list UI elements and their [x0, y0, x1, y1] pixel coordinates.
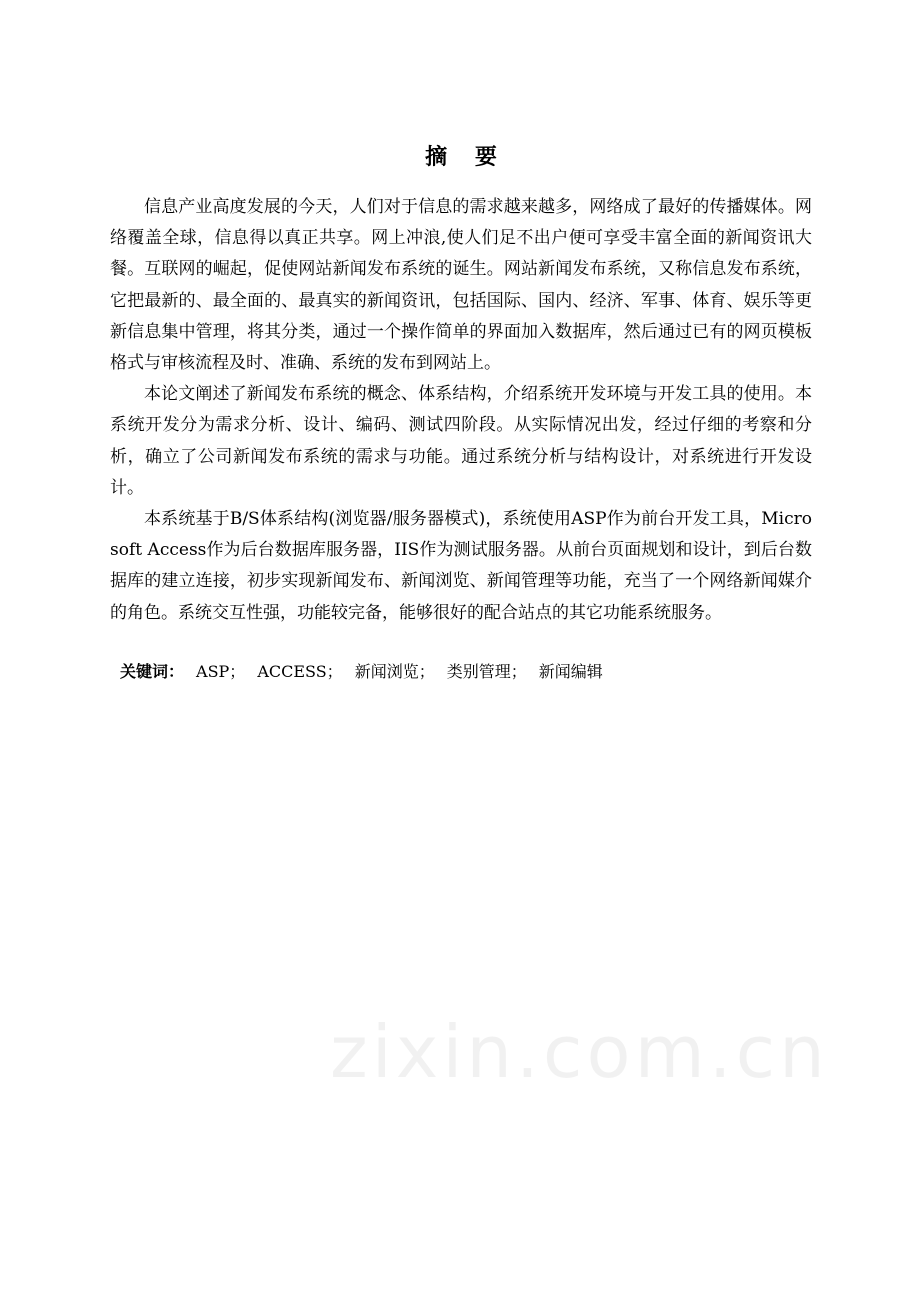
keyword-item: 新闻浏览； [354, 661, 435, 681]
abstract-paragraph-2: 本论文阐述了新闻发布系统的概念、体系结构，介绍系统开发环境与开发工具的使用。本系统开发分为需求分析、设计、编码、测试四阶段。从实际情况出发，经过仔细的考察和分析，确立了公司新闻发布系统的需求与功能。通过系统分析与结构设计，对系统进行开发设计。 [110, 384, 812, 498]
keyword-item: ASP； [196, 661, 246, 681]
abstract-paragraph-1: 信息产业高度发展的今天，人们对于信息的需求越来越多，网络成了最好的传播媒体。网络覆盖全球，信息得以真正共享。网上冲浪,使人们足不出户便可享受丰富全面的新闻资讯大餐。互联网的崛起，促使网站新闻发布系统的诞生。网站新闻发布系统，又称信息发布系统，它把最新的、最全面的、最真实的新闻资讯，包括国际、国内、经济、军事、体育、娱乐等更新信息集中管理，将其分类，通过一个操作简单的界面加入数据库，然后通过已有的网页模板格式与审核流程及时、准确、系统的发布到网站上。 [110, 197, 812, 374]
watermark: zixin.com.cn [330, 1010, 829, 1094]
keyword-item: 新闻编辑 [538, 661, 603, 681]
abstract-paragraph-3: 本系统基于B/S体系结构(浏览器/服务器模式)，系统使用ASP作为前台开发工具，Microsoft Access作为后台数据库服务器，IIS作为测试服务器。从前台页面规划和设计，到后台数据库的建立连接，初步实现新闻发布、新闻浏览、新闻管理等功能，充当了一个网络新闻媒介的角色。系统交互性强，功能较完备，能够很好的配合站点的其它功能系统服务。 [110, 509, 812, 623]
keyword-item: ACCESS； [257, 661, 343, 681]
keywords-label: 关键词： [120, 661, 185, 681]
keywords-line [110, 657, 812, 687]
document-page [110, 138, 812, 687]
page-title: 摘 要 [425, 145, 507, 170]
keyword-item: 类别管理； [446, 661, 527, 681]
